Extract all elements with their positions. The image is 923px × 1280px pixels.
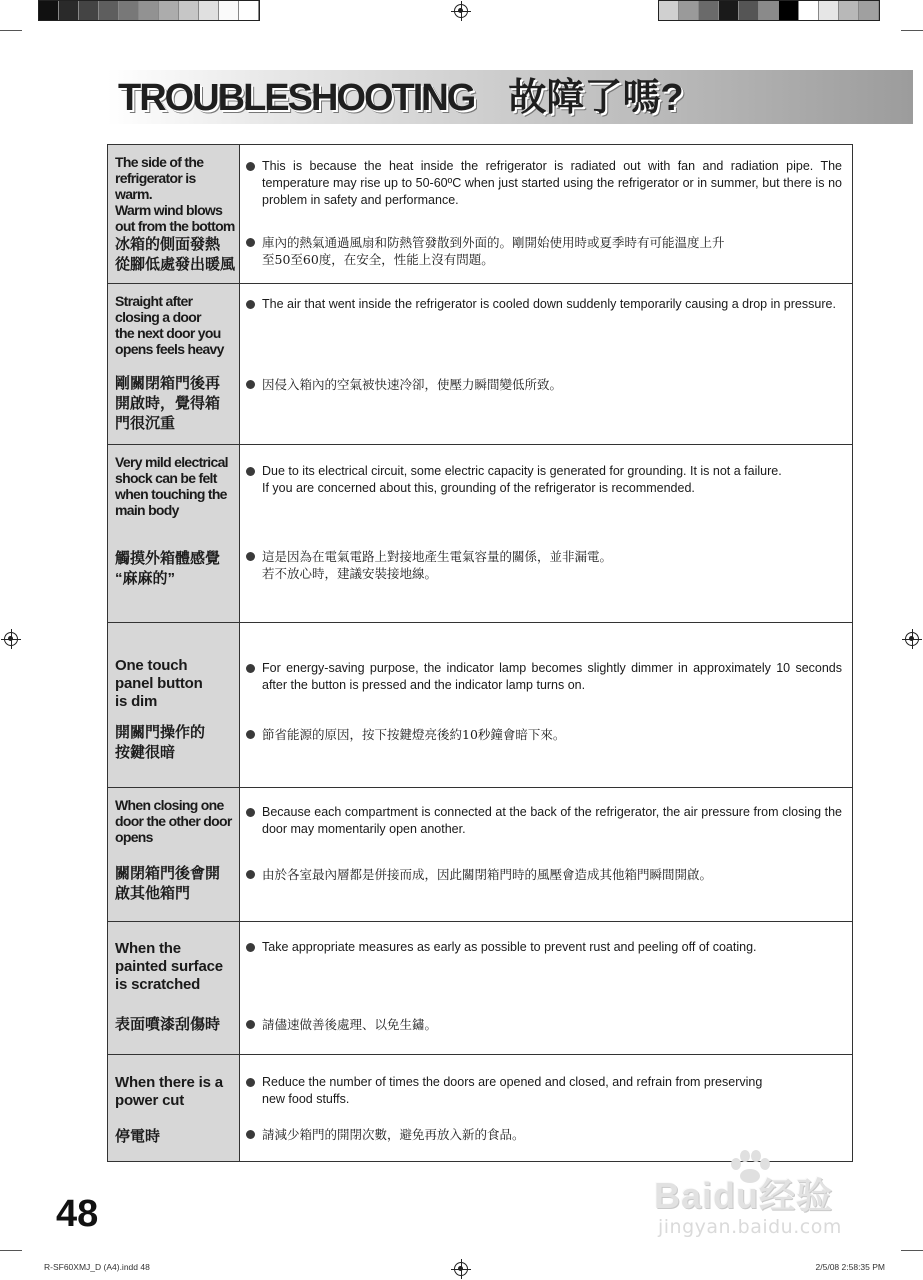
solution-cell xyxy=(240,145,852,283)
solution-cell xyxy=(240,1055,852,1161)
solution-en: This is because the heat inside the refrigerator is radiated out with fan and radiation pipe. The temperature may rise up to 50-60ºC when just started using the refrigerator or in summer, but there is no problem in safety and performance. xyxy=(246,158,842,209)
table-row xyxy=(108,623,852,788)
solution-zh: 請儘速做善後處理、以免生鏽。 xyxy=(246,1016,842,1033)
table-row xyxy=(108,788,852,922)
bullet-icon xyxy=(246,664,255,673)
crop-mark xyxy=(0,30,22,31)
problem-label xyxy=(108,445,240,622)
table-row xyxy=(108,922,852,1055)
watermark-url: jingyan.baidu.com xyxy=(658,1216,842,1238)
crop-mark xyxy=(901,30,923,31)
solution-zh: 庫內的熱氣通過風扇和防熱管發散到外面的。剛開始使用時或夏季時有可能溫度上升 至50至60度，在安全，性能上沒有問題。 xyxy=(246,234,842,268)
problem-label xyxy=(108,623,240,787)
bullet-icon xyxy=(246,552,255,561)
troubleshooting-table xyxy=(107,144,853,1162)
bullet-icon xyxy=(246,1130,255,1139)
problem-label-en: When the painted surface is scratched xyxy=(115,940,223,993)
solution-zh: 由於各室最內層都是併接而成，因此關閉箱門時的風壓會造成其他箱門瞬間開啟。 xyxy=(246,866,842,883)
solution-cell xyxy=(240,284,852,444)
solution-zh: 這是因為在電氣電路上對接地產生電氣容量的關係，並非漏電。 若不放心時，建議安裝接地線。 xyxy=(246,548,842,582)
registration-mark-icon xyxy=(4,632,18,646)
bullet-icon xyxy=(246,300,255,309)
watermark-main: Baidu经验 xyxy=(654,1175,834,1216)
footer-date: 2/5/08 2:58:35 PM xyxy=(815,1262,885,1272)
solution-cell xyxy=(240,788,852,921)
problem-label-en: Very mild electrical shock can be felt when touching the main body xyxy=(115,454,228,518)
solution-zh: 節省能源的原因，按下按鍵燈亮後約10秒鐘會暗下來。 xyxy=(246,726,842,743)
problem-label-en: When closing one door the other door opens xyxy=(115,797,232,845)
crop-mark xyxy=(0,1250,22,1251)
bullet-icon xyxy=(246,467,255,476)
table-row xyxy=(108,284,852,445)
page-title-en: TROUBLESHOOTING xyxy=(118,77,475,119)
solution-cell xyxy=(240,445,852,622)
bullet-icon xyxy=(246,238,255,247)
color-calibration-bar-right xyxy=(658,0,880,21)
problem-label-zh: 剛關閉箱門後再 開啟時，覺得箱 門很沉重 xyxy=(115,375,221,432)
problem-label xyxy=(108,922,240,1054)
bullet-icon xyxy=(246,943,255,952)
table-row xyxy=(108,1055,852,1162)
solution-en: Due to its electrical circuit, some electric capacity is generated for grounding. It is not a failure. If you are concerned about this, grounding of the refrigerator is recommended. xyxy=(246,463,842,497)
solution-en: Because each compartment is connected at the back of the refrigerator, the air pressure from closing the door may momentarily open another. xyxy=(246,804,842,838)
watermark xyxy=(630,1150,900,1250)
solution-en: Take appropriate measures as early as possible to prevent rust and peeling off of coating. xyxy=(246,939,842,956)
table-row xyxy=(108,445,852,623)
problem-label-zh: 觸摸外箱體感覺 “麻麻的” xyxy=(115,550,221,587)
problem-label-en: One touch panel button is dim xyxy=(115,657,203,710)
bullet-icon xyxy=(246,1078,255,1087)
solution-en: For energy-saving purpose, the indicator lamp becomes slightly dimmer in approximately 10 seconds after the button is pressed and the indicator lamp turns on. xyxy=(246,660,842,694)
color-calibration-bar-left xyxy=(38,0,260,21)
registration-mark-icon xyxy=(454,4,468,18)
solution-zh: 因侵入箱內的空氣被快速冷卻，使壓力瞬間變低所致。 xyxy=(246,376,842,393)
bullet-icon xyxy=(246,162,255,171)
crop-mark xyxy=(901,1250,923,1251)
footer-file-info: R-SF60XMJ_D (A4).indd 48 xyxy=(44,1262,150,1272)
registration-mark-icon xyxy=(454,1262,468,1276)
page-title xyxy=(118,66,684,121)
bullet-icon xyxy=(246,870,255,879)
page-title-zh: 故障了嗎? xyxy=(508,77,684,119)
problem-label-en: Straight after closing a door the next door you opens feels heavy xyxy=(115,293,224,357)
problem-label-zh: 關閉箱門後會開 啟其他箱門 xyxy=(115,865,221,902)
solution-en: The air that went inside the refrigerator is cooled down suddenly temporarily causing a drop in pressure. xyxy=(246,296,842,313)
problem-label-zh: 表面噴漆刮傷時 xyxy=(115,1016,221,1033)
bullet-icon xyxy=(246,380,255,389)
solution-cell xyxy=(240,623,852,787)
registration-mark-icon xyxy=(905,632,919,646)
problem-label-en: When there is a power cut xyxy=(115,1074,223,1109)
problem-label xyxy=(108,284,240,444)
page-number: 48 xyxy=(56,1193,99,1235)
bullet-icon xyxy=(246,808,255,817)
solution-zh: 請減少箱門的開閉次數，避免再放入新的食品。 xyxy=(246,1126,842,1143)
bullet-icon xyxy=(246,730,255,739)
problem-label xyxy=(108,1055,240,1161)
problem-label-zh: 冰箱的側面發熱 從腳低處發出暖風 xyxy=(115,236,236,273)
problem-label-en: The side of the refrigerator is warm. Warm wind blows out from the bottom xyxy=(115,154,235,234)
solution-cell xyxy=(240,922,852,1054)
problem-label xyxy=(108,788,240,921)
problem-label-zh: 開關門操作的 按鍵很暗 xyxy=(115,724,206,761)
solution-en: Reduce the number of times the doors are opened and closed, and refrain from preserving new food stuffs. xyxy=(246,1074,842,1108)
problem-label xyxy=(108,145,240,283)
table-row xyxy=(108,145,852,284)
bullet-icon xyxy=(246,1020,255,1029)
problem-label-zh: 停電時 xyxy=(115,1128,161,1145)
